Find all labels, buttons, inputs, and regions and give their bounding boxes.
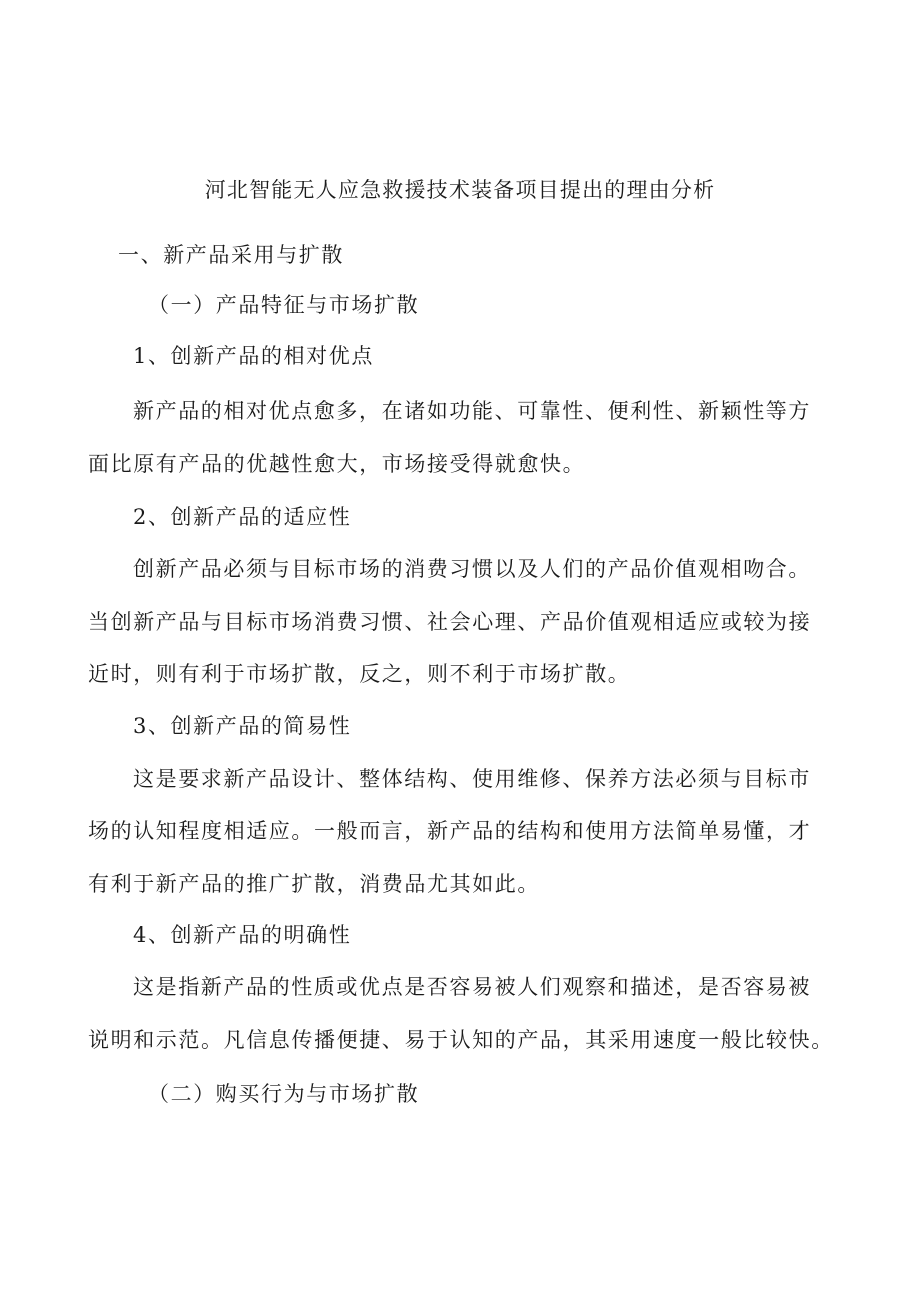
paragraph-line: 说明和示范。凡信息传播便捷、易于认知的产品，其采用速度一般比较快。 [88, 1028, 834, 1052]
document-title: 河北智能无人应急救援技术装备项目提出的理由分析 [204, 178, 716, 202]
item-heading: 1、创新产品的相对优点 [133, 344, 374, 368]
paragraph-line: 这是指新产品的性质或优点是否容易被人们观察和描述，是否容易被 [133, 975, 811, 999]
item-heading: 3、创新产品的简易性 [133, 714, 352, 738]
paragraph-line: 面比原有产品的优越性愈大，市场接受得就愈快。 [88, 452, 586, 476]
paragraph-line: 新产品的相对优点愈多，在诸如功能、可靠性、便利性、新颖性等方 [133, 399, 811, 423]
paragraph-line: 这是要求新产品设计、整体结构、使用维修、保养方法必须与目标市 [133, 767, 811, 791]
paragraph-line: 当创新产品与目标市场消费习惯、社会心理、产品价值观相适应或较为接 [88, 610, 812, 634]
section-heading: 一、新产品采用与扩散 [118, 243, 344, 267]
paragraph-line: 有利于新产品的推广扩散，消费品尤其如此。 [88, 872, 540, 896]
item-heading: 2、创新产品的适应性 [133, 505, 352, 529]
item-heading: 4、创新产品的明确性 [133, 923, 352, 947]
paragraph-line: 创新产品必须与目标市场的消费习惯以及人们的产品价值观相吻合。 [133, 557, 811, 581]
paragraph-line: 场的认知程度相适应。一般而言，新产品的结构和使用方法简单易懂，才 [88, 819, 812, 843]
paragraph-line: 近时，则有利于市场扩散，反之，则不利于市场扩散。 [88, 662, 631, 686]
subsection-heading: （一）产品特征与市场扩散 [148, 293, 420, 317]
subsection-heading: （二）购买行为与市场扩散 [148, 1082, 420, 1106]
